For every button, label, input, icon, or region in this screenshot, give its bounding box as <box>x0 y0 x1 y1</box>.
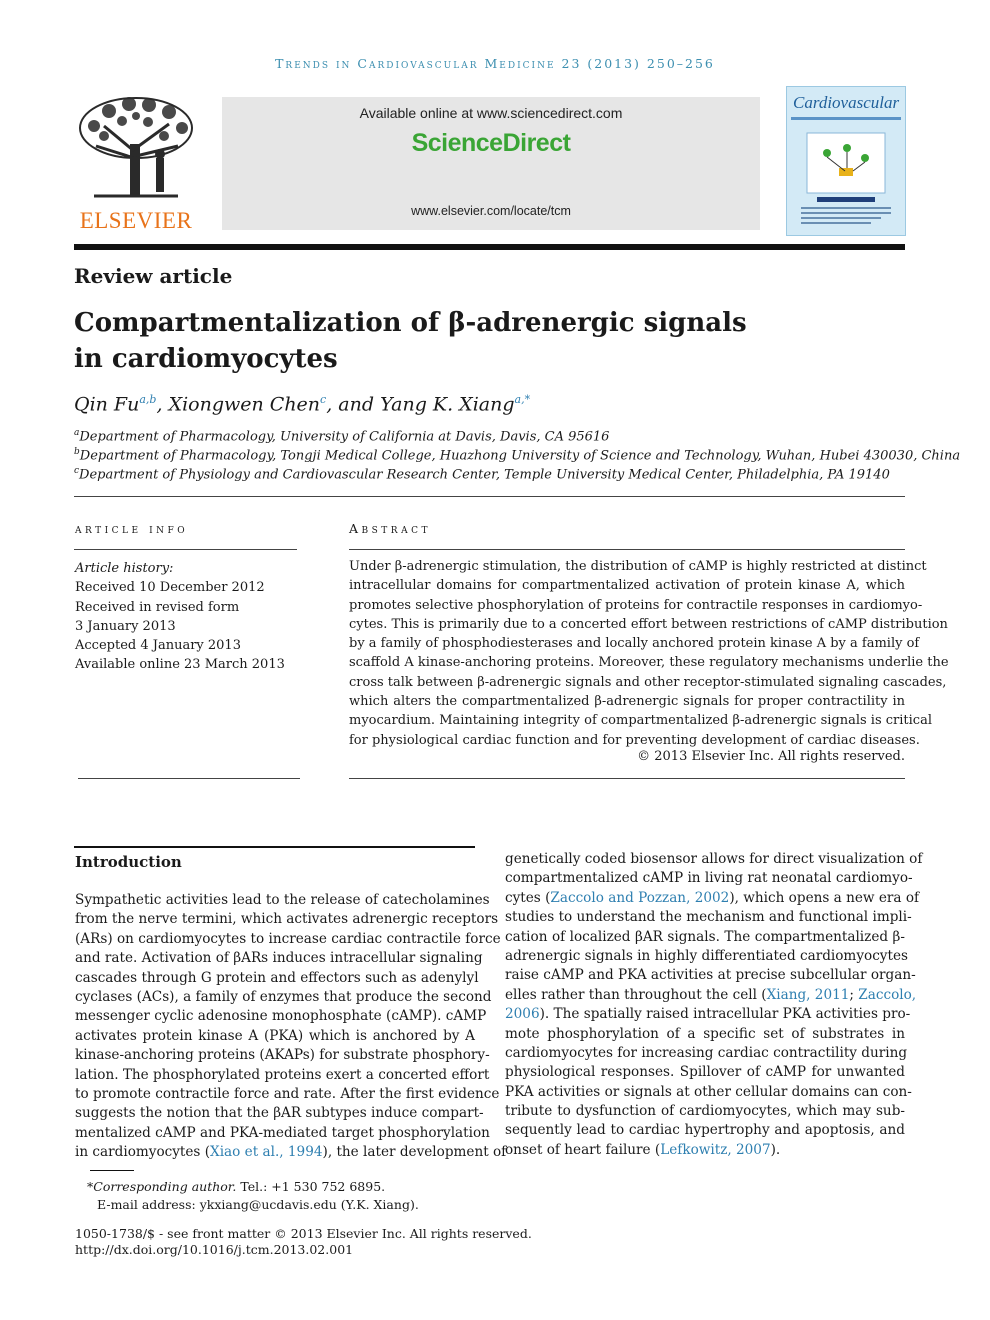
doi-link[interactable]: http://dx.doi.org/10.1016/j.tcm.2013.02.001 <box>75 1242 354 1257</box>
citation-link[interactable]: Zaccolo, <box>858 986 917 1003</box>
corresponding-label: *Corresponding author. <box>87 1179 237 1194</box>
author-name[interactable]: Qin Fu <box>74 393 140 416</box>
body-line: mote phosphorylation of a specific set of substrates in <box>505 1025 905 1042</box>
text-run: ). The spatially raised intracellular PKA activities pro- <box>539 1006 911 1023</box>
footnote-rule <box>90 1170 134 1171</box>
divider <box>74 496 905 497</box>
body-line: studies to understand the mechanism and functional impli- <box>505 909 912 926</box>
affiliation-text: Department of Pharmacology, University of California at Davis, Davis, CA 95616 <box>79 429 610 445</box>
affiliation <box>74 428 609 444</box>
body-line: tribute to dysfunction of cardiomyocytes, which may sub- <box>505 1103 905 1120</box>
citation-link[interactable]: Lefkowitz, 2007 <box>660 1141 771 1158</box>
abstract-line: by a family of phosphodiesterases and locally anchored protein kinase A by a family of <box>349 636 920 652</box>
affiliation-text: Department of Physiology and Cardiovascular Research Center, Temple University Medical Center, Philadelphia, PA 19140 <box>79 467 890 483</box>
text-run: onset of heart failure ( <box>505 1141 661 1158</box>
divider <box>74 549 297 550</box>
intro-left-column <box>75 891 507 1162</box>
title-line-2: in cardiomyocytes <box>74 344 338 374</box>
abstract-line: cross talk between β-adrenergic signals and other receptor-stimulated signaling cascades, <box>349 674 947 690</box>
abstract-line: promotes selective phosphorylation of proteins for contractile responses in cardiomyo- <box>349 597 923 613</box>
telephone: Tel.: +1 530 752 6895. <box>236 1179 386 1194</box>
text-run: ), which opens a new era of <box>729 889 920 906</box>
introduction-heading: Introduction <box>75 853 182 871</box>
email-address[interactable]: E-mail address: ykxiang@ucdavis.edu (Y.K. Xiang). <box>97 1197 419 1212</box>
cover-journal-name: Cardiovascular <box>793 93 900 112</box>
text-run: ; <box>849 986 859 1003</box>
abstract-line: scaffold A kinase-anchoring proteins. Moreover, these regulatory mechanisms underlie the <box>349 655 949 671</box>
intro-rule <box>74 846 475 848</box>
citation-link[interactable]: Xiang, 2011 <box>766 986 850 1003</box>
cover-illustration <box>787 113 905 233</box>
abstract-line: Under β-adrenergic stimulation, the distribution of cAMP is highly restricted at distinct <box>349 559 927 574</box>
body-line: suggests the notion that the βAR subtypes induce compart- <box>75 1105 484 1122</box>
body-line: to promote contractile force and rate. After the first evidence <box>75 1085 500 1102</box>
author-affiliation-mark[interactable]: a,* <box>514 393 531 406</box>
author-separator: , and <box>326 393 381 416</box>
body-line <box>505 986 917 1005</box>
intro-right-column <box>505 850 923 1160</box>
author-affiliation-mark[interactable]: c <box>320 393 327 406</box>
title-line-1: Compartmentalization of β-adrenergic signals <box>74 308 747 338</box>
header-rule-left <box>74 244 222 250</box>
body-line: mentalized cAMP and PKA-mediated target phosphorylation <box>75 1124 490 1141</box>
corresponding-author-note <box>87 1179 385 1194</box>
body-line: kinase-anchoring proteins (AKAPs) for substrate phosphory- <box>75 1047 490 1064</box>
copyright-notice: © 2013 Elsevier Inc. All rights reserved. <box>637 749 905 764</box>
divider <box>349 778 905 779</box>
abstract-line: for physiological cardiac function and for preventing development of cardiac diseases. <box>349 732 920 748</box>
running-head: Trends in Cardiovascular Medicine 23 (2013) 250–256 <box>275 56 715 71</box>
body-line: physiological responses. Spillover of cAMP for unwanted <box>505 1064 905 1081</box>
journal-url[interactable]: www.elsevier.com/locate/tcm <box>411 204 571 218</box>
body-line: (ARs) on cardiomyocytes to increase cardiac contractile force <box>75 930 501 947</box>
abstract-body <box>349 557 949 750</box>
author-list <box>74 393 530 415</box>
history-line: 3 January 2013 <box>75 618 176 634</box>
history-label: Article history: <box>75 561 174 576</box>
elsevier-wordmark: ELSEVIER <box>79 208 193 233</box>
sciencedirect-banner <box>222 97 760 230</box>
text-run: cytes ( <box>505 889 551 906</box>
body-line: adrenergic signals in highly differentiated cardiomyocytes <box>505 947 908 964</box>
issn-line: 1050-1738/$ - see front matter © 2013 Elsevier Inc. All rights reserved. <box>75 1226 532 1241</box>
author-affiliation-mark[interactable]: a,b <box>139 393 157 406</box>
author-separator: , <box>156 393 169 416</box>
body-line <box>505 889 920 908</box>
author-name[interactable]: Xiongwen Chen <box>168 393 321 416</box>
body-line <box>75 1143 507 1162</box>
sciencedirect-brand: ScienceDirect <box>411 129 571 157</box>
body-line: messenger cyclic adenosine monophosphate (cAMP). cAMP <box>75 1008 487 1025</box>
text-run: ), the later development of <box>322 1144 507 1161</box>
history-line: Available online 23 March 2013 <box>75 657 285 673</box>
body-line: cation of localized βAR signals. The compartmentalized β- <box>505 928 905 945</box>
body-line: compartmentalized cAMP in living rat neonatal cardiomyo- <box>505 870 913 887</box>
affiliation-mark: b <box>74 447 80 457</box>
article-info-heading: article info <box>75 521 189 536</box>
abstract-heading: Abstract <box>349 521 431 536</box>
body-line: activates protein kinase A (PKA) which is anchored by A <box>75 1027 475 1044</box>
text-run: elles rather than throughout the cell ( <box>505 986 767 1003</box>
citation-link[interactable]: Xiao et al., 1994 <box>210 1144 323 1161</box>
history-line: Received 10 December 2012 <box>75 580 265 596</box>
affiliation-text: Department of Pharmacology, Tongji Medical College, Huazhong University of Science and Technology, Wuhan, Hubei 430030, China <box>79 448 961 464</box>
citation-link[interactable]: Zaccolo and Pozzan, 2002 <box>550 889 730 906</box>
abstract-line: cytes. This is primarily due to a concerted effort between restrictions of cAMP distribution <box>349 616 948 632</box>
affiliation-mark: a <box>74 428 80 438</box>
text-run: ). <box>770 1141 781 1158</box>
article-title <box>74 305 774 377</box>
journal-cover-thumbnail[interactable] <box>786 86 906 236</box>
body-line <box>505 1141 905 1160</box>
body-line: lation. The phosphorylated proteins exert a concerted effort <box>75 1066 490 1083</box>
body-line: and rate. Activation of βARs induces intracellular signaling <box>75 950 483 967</box>
affiliation <box>74 466 890 482</box>
abstract-line: myocardium. Maintaining integrity of compartmentalized β-adrenergic signals is critical <box>349 713 932 729</box>
header-rule <box>222 244 905 250</box>
article-type: Review article <box>74 264 233 288</box>
body-line: raise cAMP and PKA activities at precise subcellular organ- <box>505 967 916 984</box>
available-online-text[interactable]: Available online at www.sciencedirect.com <box>359 105 623 121</box>
citation-link[interactable]: 2006 <box>505 1006 540 1023</box>
author-name[interactable]: Yang K. Xiang <box>380 393 515 416</box>
body-line <box>505 1005 911 1024</box>
affiliation-mark: c <box>74 466 80 476</box>
text-run: in cardiomyocytes ( <box>75 1144 211 1161</box>
divider <box>349 549 905 550</box>
body-line: PKA activities or signals at other cellular domains can con- <box>505 1083 912 1100</box>
body-line: from the nerve termini, which activates adrenergic receptors <box>75 911 499 928</box>
divider <box>78 778 300 779</box>
affiliation <box>74 447 960 463</box>
article-history <box>75 559 285 675</box>
abstract-line: intracellular domains for compartmentalized activation of protein kinase A, which <box>349 578 905 594</box>
abstract-line: which alters the compartmentalized β-adrenergic signals for proper contractility in <box>349 694 905 710</box>
history-line: Accepted 4 January 2013 <box>75 638 241 654</box>
body-line: sequently lead to cardiac hypertrophy and apoptosis, and <box>505 1122 905 1139</box>
body-line: Sympathetic activities lead to the release of catecholamines <box>75 892 490 908</box>
body-line: cascades through G protein and effectors such as adenylyl <box>75 969 479 986</box>
body-line: cardiomyocytes for increasing cardiac contractility during <box>505 1044 908 1061</box>
body-line: genetically coded biosensor allows for direct visualization of <box>505 851 923 867</box>
body-line: cyclases (ACs), a family of enzymes that produce the second <box>75 988 492 1005</box>
history-line: Received in revised form <box>75 599 240 615</box>
